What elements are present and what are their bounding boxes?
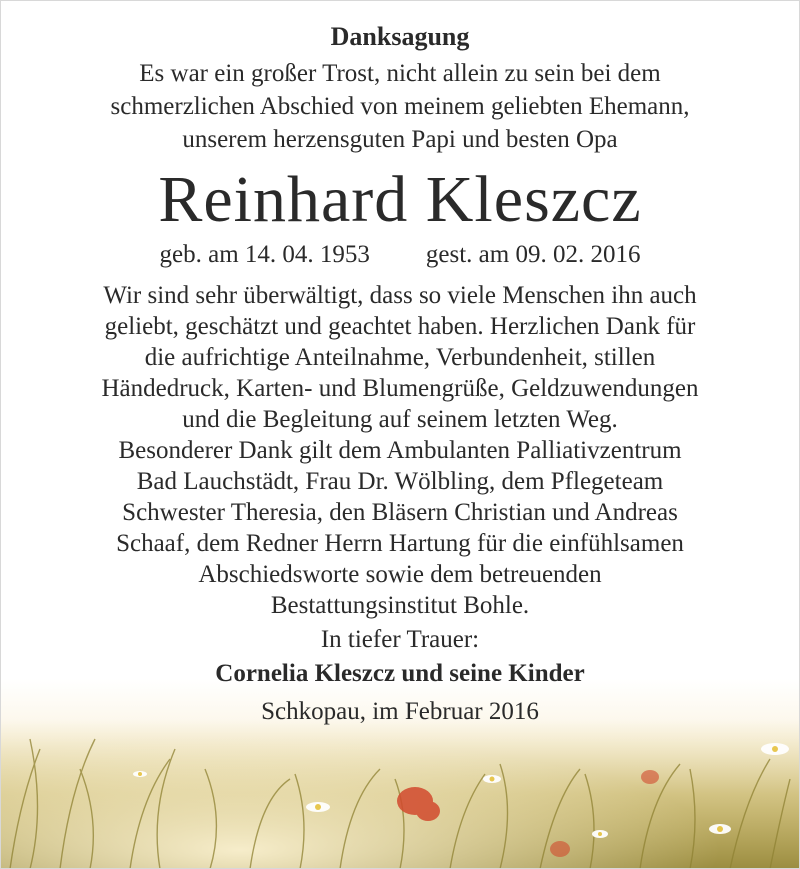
thanks-line: Bestattungsinstitut Bohle. <box>270 592 530 619</box>
birth-date: geb. am 14. 04. 1953 <box>159 241 370 268</box>
thanks-line: Wir sind sehr überwältigt, dass so viele Menschen ihn auch <box>103 282 697 309</box>
intro-line: schmerzlichen Abschied von meinem geliebten Ehemann, <box>110 93 690 120</box>
intro-line: unserem herzensguten Papi und besten Opa <box>182 126 618 153</box>
notice-heading: Danksagung <box>330 22 470 51</box>
thanks-line: Abschiedsworte sowie dem betreuenden <box>198 561 602 588</box>
thanks-line: Schaaf, dem Redner Herrn Hartung für die einfühlsamen <box>116 530 684 557</box>
place-and-date: Schkopau, im Februar 2016 <box>261 698 539 725</box>
deceased-name: Reinhard Kleszcz <box>158 163 642 236</box>
thanks-line: Schwester Theresia, den Bläsern Christian und Andreas <box>122 499 678 526</box>
thanks-line: Besonderer Dank gilt dem Ambulanten Palliativzentrum <box>118 437 682 464</box>
thanks-line: Bad Lauchstädt, Frau Dr. Wölbling, dem Pflegeteam <box>136 468 664 495</box>
signatories: Cornelia Kleszcz und seine Kinder <box>215 660 585 687</box>
life-dates <box>0 241 800 269</box>
thanks-line: die aufrichtige Anteilnahme, Verbundenheit, stillen <box>144 344 656 371</box>
intro-line: Es war ein großer Trost, nicht allein zu sein bei dem <box>139 60 661 87</box>
thanks-line: geliebt, geschätzt und geachtet haben. Herzlichen Dank für <box>104 313 696 340</box>
thanks-line: und die Begleitung auf seinem letzten Weg. <box>182 406 618 433</box>
thanks-line: Händedruck, Karten- und Blumengrüße, Geldzuwendungen <box>101 375 699 402</box>
mourning-label: In tiefer Trauer: <box>320 626 480 653</box>
death-date: gest. am 09. 02. 2016 <box>425 241 641 268</box>
